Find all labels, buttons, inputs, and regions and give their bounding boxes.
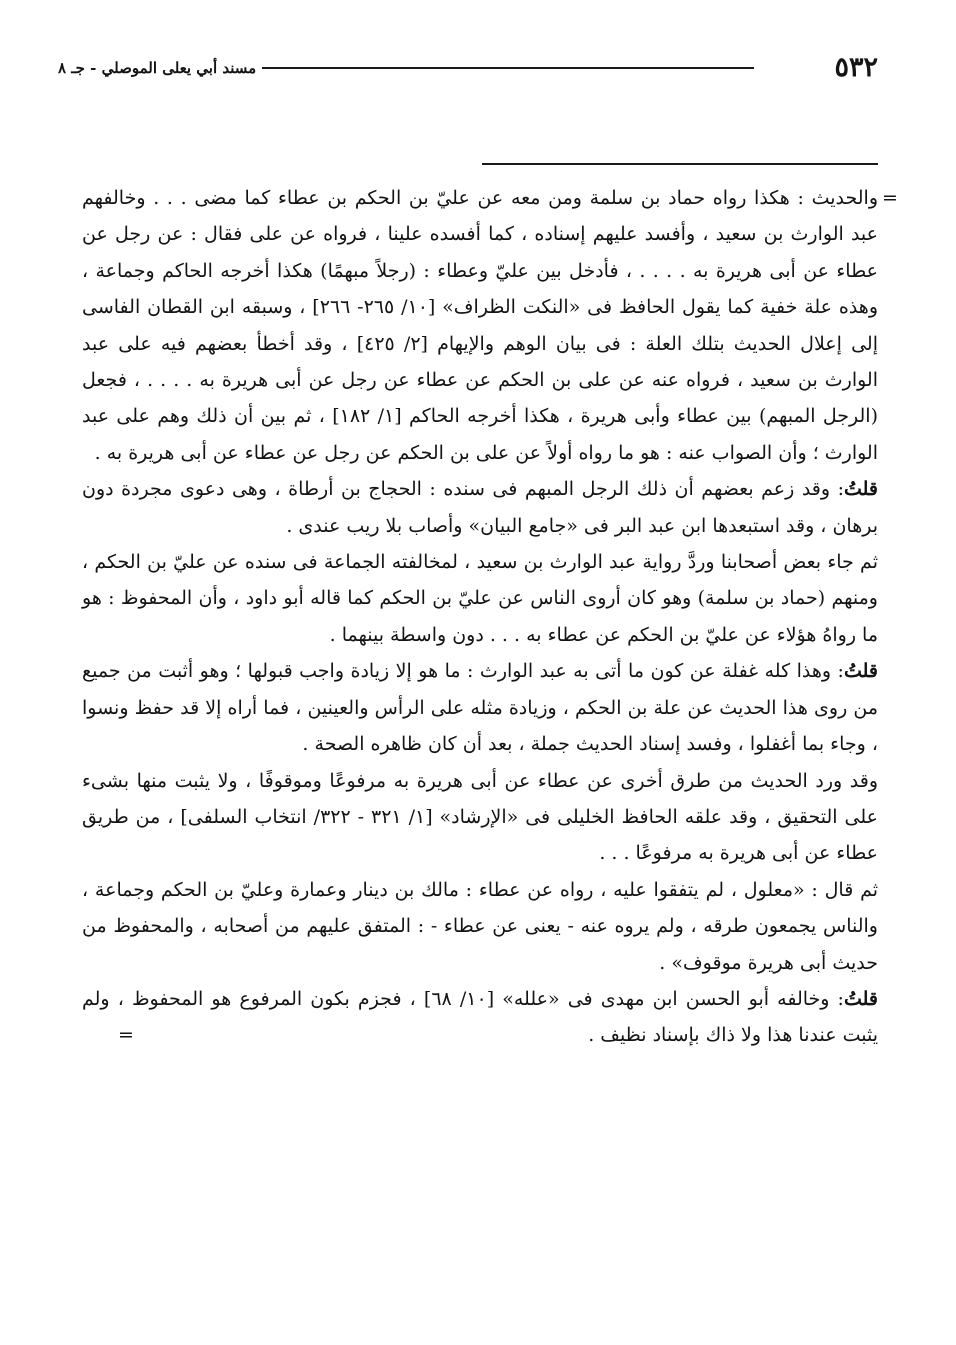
footnote-separator (482, 163, 878, 165)
paragraph-text: ثم جاء بعض أصحابنا وردَّ رواية عبد الوارث بن سعيد ، لمخالفته الجماعة فى سنده عن عليّ بن الحكم ، ومنهم (حماد بن سلمة) وهو كان أروى الناس عن عليّ بن الحكم كما قاله أبو داود ، وأن المحفوظ : هو ما رواهُ هؤلاء عن عليّ بن الحكم عن عطاء به . . . دون واسطة بينهما . (82, 551, 878, 646)
paragraph-other-routes (82, 763, 878, 872)
header-rule (262, 67, 754, 69)
paragraph-khalili-quote (82, 872, 878, 981)
paragraph-text: ثم قال : «معلول ، لم يتفقوا عليه ، رواه عن عطاء : مالك بن دينار وعمارة وعليّ بن الحكم وجماعة ، والناس يجمعون طرقه ، ولم يروه عنه - يعنى عن عطاء - : المتفق عليهم من أصحابه ، والمحفوظ من حديث أبى هريرة موقوف» . (82, 878, 878, 974)
paragraph-text: : وقد زعم بعضهم أن ذلك الرجل المبهم فى سنده : الحجاج بن أرطاة ، وهى دعوى مجردة دون برهان ، وقد استبعدها ابن عبد البر فى «جامع البيان» وأصاب بلا ريب عندى . (82, 478, 878, 537)
paragraph-hadith-chain (82, 180, 898, 471)
continuation-marker-end: = (118, 1024, 134, 1047)
continuation-marker: = (882, 187, 898, 209)
qultu-label: قلتُ (843, 987, 878, 1010)
paragraph-qultu-1 (82, 471, 878, 544)
paragraph-text: والحديث : هكذا رواه حماد بن سلمة ومن معه عن عليّ بن الحكم بن عطاء كما مضى . . . وخالفهم عبد الوارث بن سعيد ، وأفسد عليهم إسناده ، كما أفسده علينا ، فرواه عن على فقال : عن رجل عن عطاء عن أبى هريرة به . . . . ، فأدخل بين عليّ وعطاء : (رجلاً مبهمًا) هكذا أخرجه الحاكم وجماعة ، وهذه علة خفية كما يقول الحافظ فى «النكت الظراف» [١٠/ ٢٦٥- ٢٦٦] ، وسبقه ابن القطان الفاسى إلى إعلال الحديث بتلك العلة : فى بيان الوهم والإيهام [٢/ ٤٢٥] ، وقد أخطأ بعضهم فيه على عبد الوارث بن سعيد ، فرواه عنه عن على بن الحكم عن عطاء عن رجل عن أبى هريرة به . . . . ، فجعل (الرجل المبهم) بين عطاء وأبى هريرة ، هكذا أخرجه الحاكم [١/ ١٨٢] ، ثم بين أن ذلك وهم على عبد الوارث ؛ وأن الصواب عنه : هو ما رواه أولاً عن على بن الحكم عن رجل عن عطاء عن أبى هريرة به . (82, 187, 878, 464)
qultu-label: قلتُ (843, 660, 878, 683)
paragraph-text: : وخالفه أبو الحسن ابن مهدى فى «علله» [١٠/ ٦٨] ، فجزم بكون المرفوع هو المحفوظ ، ولم يثبت عندنا هذا ولا ذاك بإسناد نظيف . (82, 987, 878, 1047)
running-title: مسند أبي يعلى الموصلي - جـ ٨ (58, 59, 257, 77)
paragraph-text: وقد ورد الحديث من طرق أخرى عن عطاء عن أبى هريرة به مرفوعًا وموقوفًا ، ولا يثبت منها بشىء على التحقيق ، وقد علقه الحافظ الخليلى فى «الإرشاد» [١/ ٣٢١ - ٣٢٢/ انتخاب السلفى] ، من طريق عطاء عن أبى هريرة به مرفوعًا . . . (82, 769, 878, 865)
footnote-body (82, 180, 898, 1054)
paragraph-qultu-3 (82, 981, 878, 1054)
paragraph-qultu-2 (82, 653, 878, 762)
paragraph-objection (82, 544, 878, 653)
page-number: ٥٣٢ (834, 52, 878, 83)
page-header (58, 50, 878, 86)
qultu-label: قلتُ (843, 478, 878, 501)
paragraph-text: : وهذا كله غفلة عن كون ما أتى به عبد الوارث : ما هو إلا زيادة واجب قبولها ؛ وهو أثبت من جميع من روى هذا الحديث عن علة بن الحكم ، وزيادة مثله على الرأس والعينين ، فما أراه إلا قد حفظ ونسوا ، وجاء بما أغفلوا ، وفسد إسناد الحديث جملة ، بعد أن كان ظاهره الصحة . (82, 660, 878, 756)
